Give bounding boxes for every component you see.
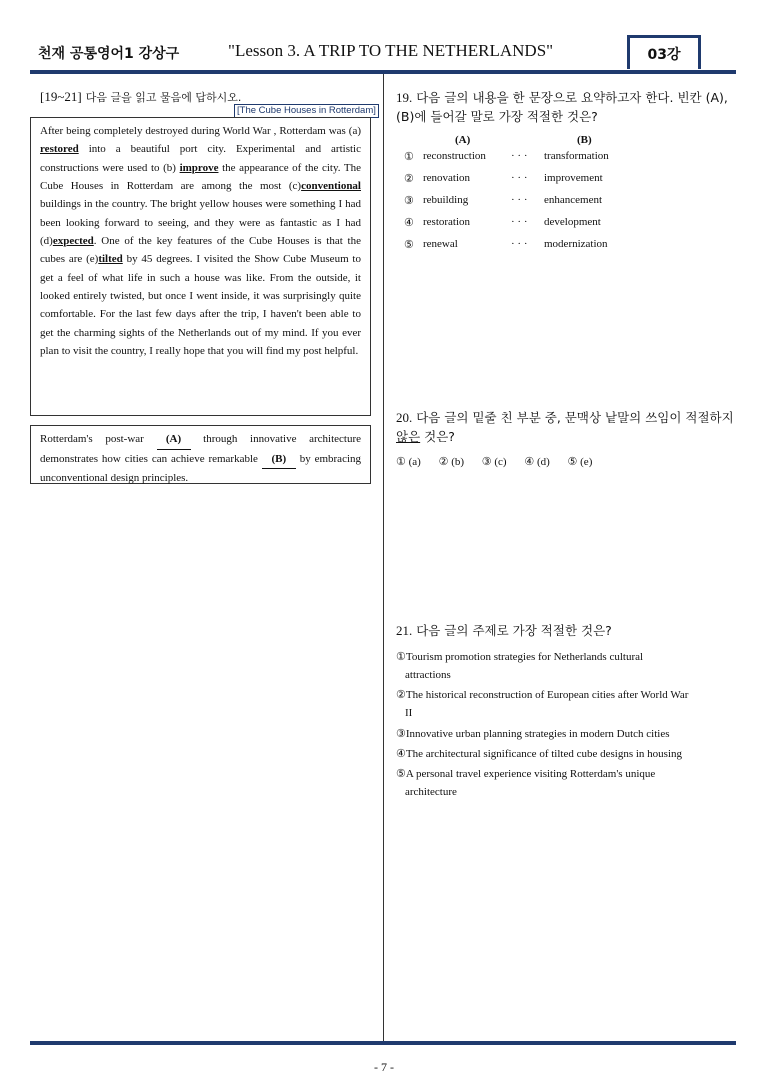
instruction-range: [19~21]	[40, 89, 82, 104]
passage-text: into a beautiful port city. Experimental and artistic constructions were used to (b)	[40, 143, 361, 174]
q21-option-2[interactable]	[396, 686, 736, 722]
q21-option-1[interactable]	[396, 648, 736, 684]
passage-text: the appearance of the city. The Cube Houses in Rotterdam are among the most (c)	[40, 161, 362, 193]
option-dots: · · ·	[511, 172, 528, 184]
q20-options	[396, 455, 607, 468]
question-20	[396, 408, 736, 446]
header-left-title: 천재 공통영어1 강상구	[38, 46, 180, 62]
option-header-a: (A)	[455, 134, 471, 146]
option-dots: · · ·	[511, 216, 528, 228]
option-dots: · · ·	[511, 150, 528, 162]
question-number: 19.	[396, 90, 413, 105]
q20-option-3[interactable]: ③ (c)	[481, 456, 507, 468]
underlined-word-b: improve	[179, 161, 219, 174]
passage-text: After being completely destroyed during World War , Rotterdam was (a)	[40, 125, 361, 137]
summary-box	[30, 425, 371, 484]
option-a: renovation	[423, 172, 471, 184]
option-number: ④	[404, 217, 414, 229]
option-header-b: (B)	[577, 134, 592, 146]
question-text-underlined: 않은	[396, 429, 421, 444]
option-b: development	[544, 216, 601, 228]
blank-a: (A)	[157, 430, 191, 450]
q20-option-4[interactable]: ④ (d)	[524, 456, 550, 468]
option-text-cont: architecture	[405, 786, 457, 798]
option-number: ⑤	[404, 239, 414, 251]
option-dots: · · ·	[511, 194, 528, 206]
footer-rule	[30, 1041, 736, 1045]
option-text: ②The historical reconstruction of European cities after World War	[396, 689, 689, 701]
question-text: 다음 글의 내용을 한 문장으로 요약하고자 한다. 빈칸 (A), (B)에 들어갈 말로 가장 적절한 것은?	[396, 90, 728, 124]
passage-text: . One of the key features of the Cube Houses is that the cubes are (e)	[40, 235, 361, 266]
passage-text: buildings in the country. The bright yellow houses were something I had been looking forward to seeing, and they were as fantastic as I had (d)	[40, 198, 361, 248]
instruction-text: 다음 글을 읽고 물음에 답하시오.	[85, 91, 242, 104]
q21-option-3[interactable]	[396, 725, 736, 743]
passage-text: by 45 degrees. I visited the Show Cube Museum to get a feel of what life in such a house was like. From the outside, it looked entirely twisted, but once I went inside, it was surprisingly quite comfortable. For the last few days after the trip, I haven't been able to get the charming sights of the Netherlands out of my mind. If you ever plan to visit the country, I really hope that you will find my post helpful.	[40, 253, 361, 358]
option-dots: · · ·	[511, 238, 528, 250]
option-a: restoration	[423, 216, 471, 228]
underlined-word-d: expected	[52, 235, 94, 248]
lesson-number-box: 03강	[627, 35, 701, 69]
reading-passage	[30, 117, 371, 416]
q20-option-5[interactable]: ⑤ (e)	[567, 456, 593, 468]
source-tag: [The Cube Houses in Rotterdam]	[234, 104, 379, 118]
option-number: ①	[404, 151, 414, 163]
q21-option-4[interactable]	[396, 745, 736, 763]
option-text: ⑤A personal travel experience visiting Rotterdam's unique	[396, 768, 656, 780]
question-text: 다음 글의 주제로 가장 적절한 것은?	[416, 623, 612, 638]
option-a: rebuilding	[423, 194, 469, 206]
lesson-title: "Lesson 3. A TRIP TO THE NETHERLANDS"	[228, 41, 554, 60]
option-b: enhancement	[544, 194, 603, 206]
option-text: ①Tourism promotion strategies for Netherlands cultural	[396, 651, 644, 663]
option-text-cont: attractions	[405, 669, 451, 681]
option-b: modernization	[544, 238, 608, 250]
q20-option-2[interactable]: ② (b)	[438, 456, 465, 468]
option-b: transformation	[544, 150, 609, 162]
option-number: ③	[404, 195, 414, 207]
question-text: 다음 글의 밑줄 친 부분 중, 문맥상 낱말의 쓰임이 적절하지	[416, 410, 734, 425]
question-text: 것은?	[420, 429, 455, 444]
q21-option-5[interactable]	[396, 765, 736, 801]
option-a: renewal	[423, 238, 458, 250]
underlined-word-c: conventional	[301, 180, 361, 193]
page-number: - 7 -	[374, 1060, 394, 1074]
summary-text: through innovative architecture demonstrates how cities can achieve remarkable	[40, 433, 362, 465]
instruction	[40, 89, 241, 105]
question-19	[396, 88, 736, 126]
q20-option-1[interactable]: ① (a)	[396, 456, 421, 468]
question-number: 21.	[396, 623, 413, 638]
option-number: ②	[404, 173, 414, 185]
option-text: ③Innovative urban planning strategies in modern Dutch cities	[396, 728, 670, 740]
option-a: reconstruction	[423, 150, 486, 162]
column-divider	[383, 74, 384, 1042]
summary-text: Rotterdam's post-war	[40, 433, 144, 445]
blank-b: (B)	[262, 450, 296, 470]
option-text: ④The architectural significance of tilted cube designs in housing	[396, 748, 682, 760]
underlined-word-a: restored	[40, 143, 79, 156]
option-text-cont: II	[405, 707, 413, 719]
underlined-word-e: tilted	[98, 253, 123, 266]
question-number: 20.	[396, 410, 413, 425]
option-b: improvement	[544, 172, 603, 184]
question-21	[396, 621, 736, 640]
summary-text: by embracing unconventional design principles.	[40, 452, 362, 484]
